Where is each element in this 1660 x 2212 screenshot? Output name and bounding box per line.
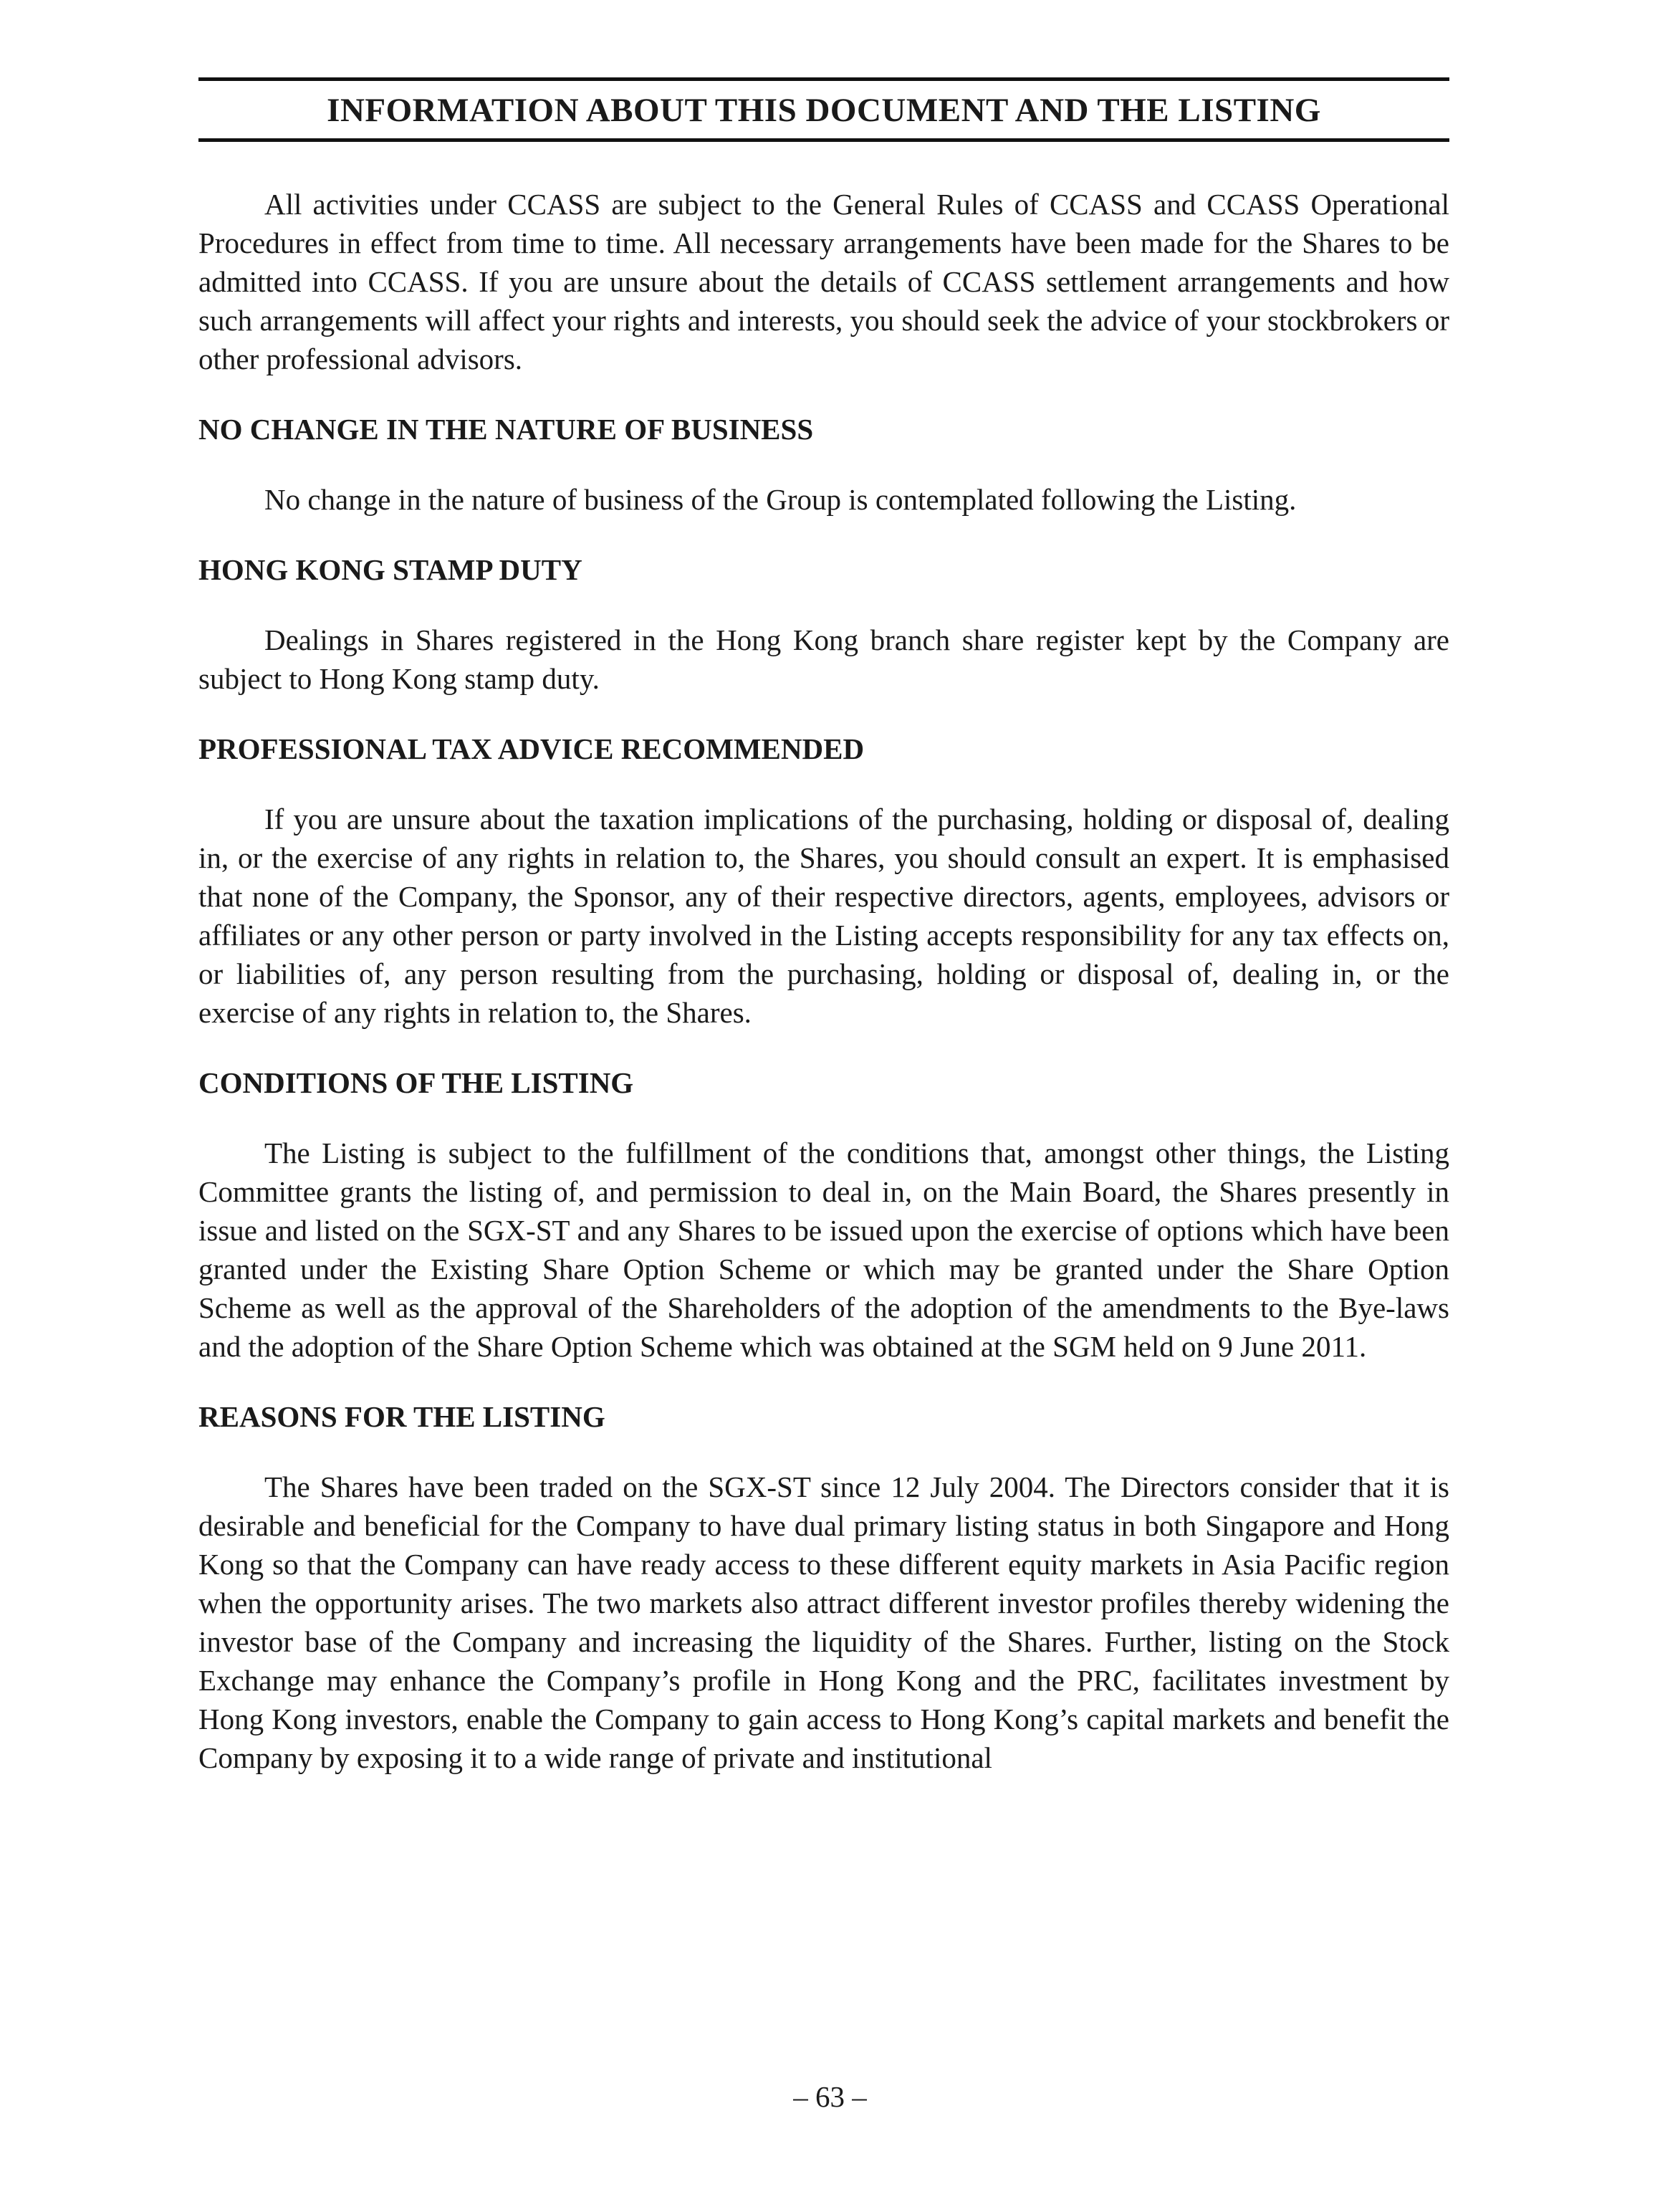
page-header — [198, 77, 1449, 142]
section-body-conditions: The Listing is subject to the fulfillment of the conditions that, amongst other things, the Listing Committee grants the listing of, and permission to deal in, on the Main Board, the Shares presently in issue and listed on the SGX-ST and any Shares to be issued upon the exercise of options which have been granted under the Existing Share Option Scheme or which may be granted under the Share Option Scheme as well as the approval of the Shareholders of the adoption of the amendments to the Bye-laws and the adoption of the Share Option Scheme which was obtained at the SGM held on 9 June 2011. — [198, 1136, 1449, 1363]
section-heading-conditions: CONDITIONS OF THE LISTING — [198, 1066, 634, 1099]
page-number: – 63 – — [793, 2080, 867, 2113]
section-heading-stamp-duty: HONG KONG STAMP DUTY — [198, 552, 582, 586]
section-body-stamp-duty: Dealings in Shares registered in the Hong Kong branch share register kept by the Company are subject to Hong Kong stamp duty. — [198, 623, 1449, 695]
section-body-nature-of-business: No change in the nature of business of the Group is contemplated following the Listing. — [264, 482, 1297, 516]
document-body — [198, 185, 1449, 1777]
page-title: INFORMATION ABOUT THIS DOCUMENT AND THE LISTING — [327, 92, 1321, 129]
document-page — [198, 77, 1449, 1777]
section-body-reasons: The Shares have been traded on the SGX-ST since 12 July 2004. The Directors consider that it is desirable and beneficial for the Company to have dual primary listing status in both Singapore and Hong Kong so that the Company can have ready access to these different equity markets in Asia Pacific region when the opportunity arises. The two markets also attract different investor profiles thereby widening the investor base of the Company and increasing the liquidity of the Shares. Further, listing on the Stock Exchange may enhance the Company’s profile in Hong Kong and the PRC, facilitates investment by Hong Kong investors, enable the Company to gain access to Hong Kong’s capital markets and benefit the Company by exposing it to a wide range of private and institutional — [198, 1470, 1449, 1774]
section-heading-reasons: REASONS FOR THE LISTING — [198, 1399, 605, 1433]
section-heading-nature-of-business: NO CHANGE IN THE NATURE OF BUSINESS — [198, 412, 814, 446]
intro-paragraph: All activities under CCASS are subject to the General Rules of CCASS and CCASS Operational Procedures in effect from time to time. All necessary arrangements have been made for the Shares to be admitted into CCASS. If you are unsure about the details of CCASS settlement arrangements and how such arrangements will affect your rights and interests, you should seek the advice of your stockbrokers or other professional advisors. — [198, 187, 1449, 375]
section-heading-tax-advice: PROFESSIONAL TAX ADVICE RECOMMENDED — [198, 732, 865, 765]
section-body-tax-advice: If you are unsure about the taxation implications of the purchasing, holding or disposal of, dealing in, or the exercise of any rights in relation to, the Shares, you should consult an expert. It is emphasised that none of the Company, the Sponsor, any of their respective directors, agents, employees, advisors or affiliates or any other person or party involved in the Listing accepts responsibility for any tax effects on, or liabilities of, any person resulting from the purchasing, holding or disposal of, dealing in, or the exercise of any rights in relation to, the Shares. — [198, 802, 1449, 1029]
